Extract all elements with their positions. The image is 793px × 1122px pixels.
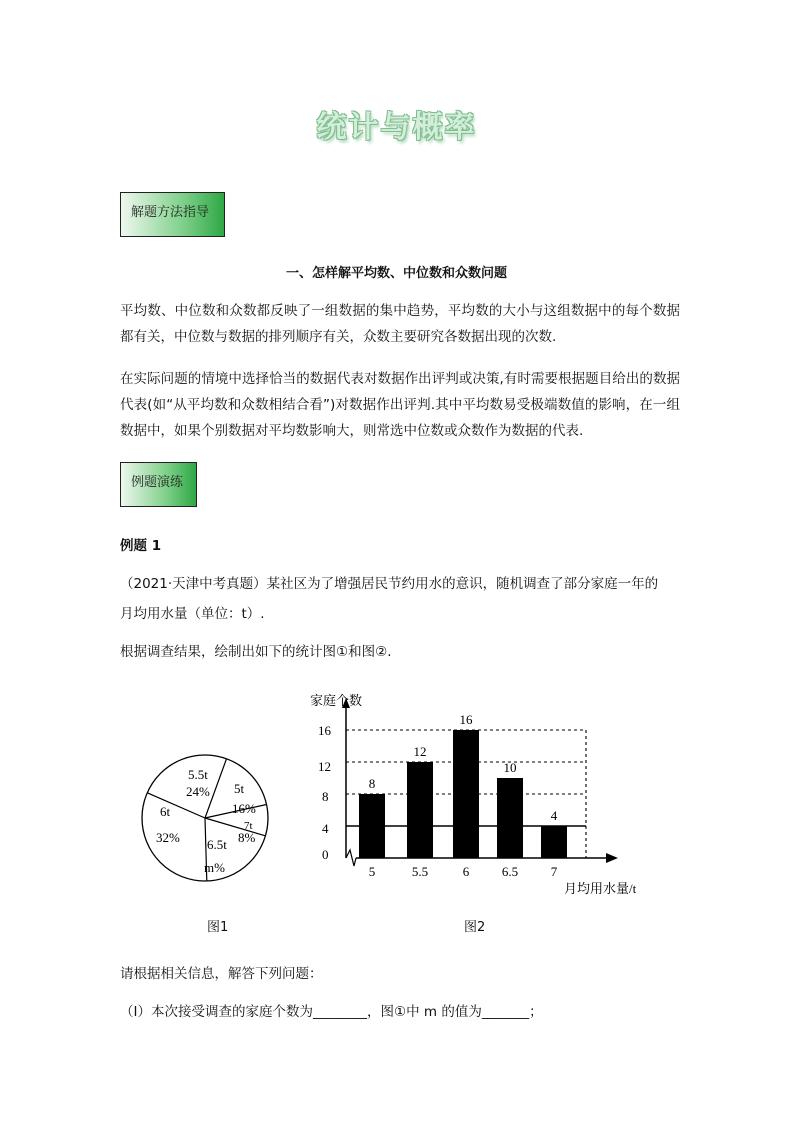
problem-line-2: 月均用水量（单位：t）. [120, 606, 265, 622]
section-heading: 一、怎样解平均数、中位数和众数问题 [285, 266, 507, 281]
example-label: 例题 1 [120, 538, 162, 554]
y-tick-16: 16 [318, 723, 331, 738]
bar-7 [541, 826, 567, 858]
x-axis-label: 月均用水量/t [564, 881, 637, 896]
pie-label-7t: 7t [244, 820, 253, 832]
x-tick-label: 6 [462, 864, 470, 879]
pie-pct-6t: 32% [156, 830, 180, 845]
bar-6.5 [497, 778, 523, 858]
paragraph-1: 平均数、中位数和众数都反映了一组数据的集中趋势，平均数的大小与这组数据中的每个数据都有关，中位数与数据的排列顺序有关，众数主要研究各数据出现的次数. [120, 303, 680, 345]
figure-1-caption: 图1 [207, 920, 229, 935]
pie-pct-7t: 8% [238, 830, 256, 845]
bar-value-label: 16 [459, 712, 473, 727]
example-practice-tag: 例题演练 [120, 462, 197, 507]
y-tick-8: 8 [322, 789, 329, 804]
pie-label-6.5t: 6.5t [207, 837, 227, 852]
x-tick-label: 7 [550, 864, 558, 879]
pie-pct-6.5t: m% [204, 860, 225, 875]
bar-value-label: 4 [550, 808, 558, 823]
x-tick-label: 5.5 [411, 864, 429, 879]
page-title: 统计与概率 [316, 110, 477, 145]
bar-value-label: 12 [413, 744, 427, 759]
bar-value-label: 10 [503, 760, 517, 775]
question-1: （Ⅰ）本次接受调查的家庭个数为________，图①中 m 的值为_______； [120, 1004, 543, 1020]
figure-2-caption: 图2 [464, 920, 486, 935]
bar-6 [453, 730, 479, 858]
bar-chart [300, 688, 670, 903]
x-tick-label: 5 [368, 864, 376, 879]
pie-chart [130, 745, 280, 890]
bar-value-label: 8 [368, 776, 376, 791]
y-tick-4: 4 [322, 821, 329, 836]
problem-line-1: （2021·天津中考真题）某社区为了增强居民节约用水的意识，随机调查了部分家庭一年的 [120, 576, 659, 592]
question-intro: 请根据相关信息，解答下列问题： [120, 966, 323, 982]
paragraph-2: 在实际问题的情境中选择恰当的数据代表对数据作出评判或决策,有时需要根据题目给出的数据代表(如“从平均数和众数相结合看”)对数据作出评判.其中平均数易受极端数值的影响，在一组数据中，如果个别数据对平均数影响大，则常选中位数或众数作为数据的代表. [120, 371, 680, 439]
pie-pct-5t: 16% [232, 801, 256, 816]
method-guide-tag: 解题方法指导 [120, 192, 225, 237]
problem-line-3: 根据调查结果，绘制出如下的统计图①和图②. [120, 644, 392, 660]
x-axis-arrow [606, 853, 618, 863]
pie-label-6t: 6t [160, 804, 171, 819]
pie-label-5t: 5t [234, 781, 245, 796]
y-axis-label: 家庭个数 [310, 693, 363, 708]
y-tick-0: 0 [322, 847, 329, 862]
x-tick-label: 6.5 [501, 864, 519, 879]
bar-5 [359, 794, 385, 858]
y-tick-12: 12 [318, 759, 331, 774]
axis-break [346, 850, 356, 866]
bar-5.5 [407, 762, 433, 858]
pie-label-5.5t: 5.5t [188, 767, 208, 782]
pie-pct-5.5t: 24% [186, 784, 210, 799]
